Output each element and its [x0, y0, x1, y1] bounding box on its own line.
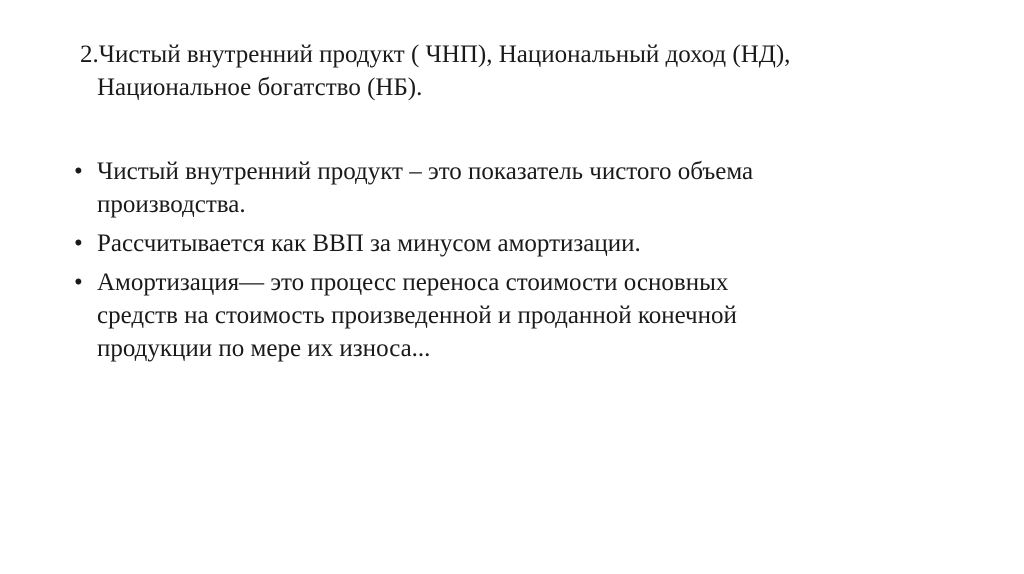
- bullet-icon: •: [74, 230, 83, 257]
- bullet-icon: •: [74, 158, 83, 185]
- heading-line-2: Национальное богатство (НБ).: [97, 74, 423, 101]
- bullet-list: [74, 155, 974, 371]
- bullet-icon: •: [74, 269, 83, 296]
- bullet-1-line-1: Чистый внутренний продукт – это показатель чистого объема: [97, 158, 754, 185]
- bullet-item-amortization: [74, 266, 974, 365]
- bullet-3-line-2: средств на стоимость произведенной и проданной конечной: [97, 302, 737, 329]
- bullet-item-calculation: [74, 227, 974, 260]
- bullet-item-net-domestic-product: [74, 155, 974, 221]
- heading-line-1: 2.Чистый внутренний продукт ( ЧНП), Национальный доход (НД),: [80, 41, 791, 68]
- bullet-3-line-3: продукции по мере их износа...: [97, 335, 431, 362]
- bullet-1-line-2: производства.: [97, 191, 246, 218]
- bullet-2-line-1: Рассчитывается как ВВП за минусом амортизации.: [97, 230, 641, 257]
- slide-heading: [80, 38, 997, 104]
- bullet-3-line-1: Амортизация— это процесс переноса стоимости основных: [97, 269, 729, 296]
